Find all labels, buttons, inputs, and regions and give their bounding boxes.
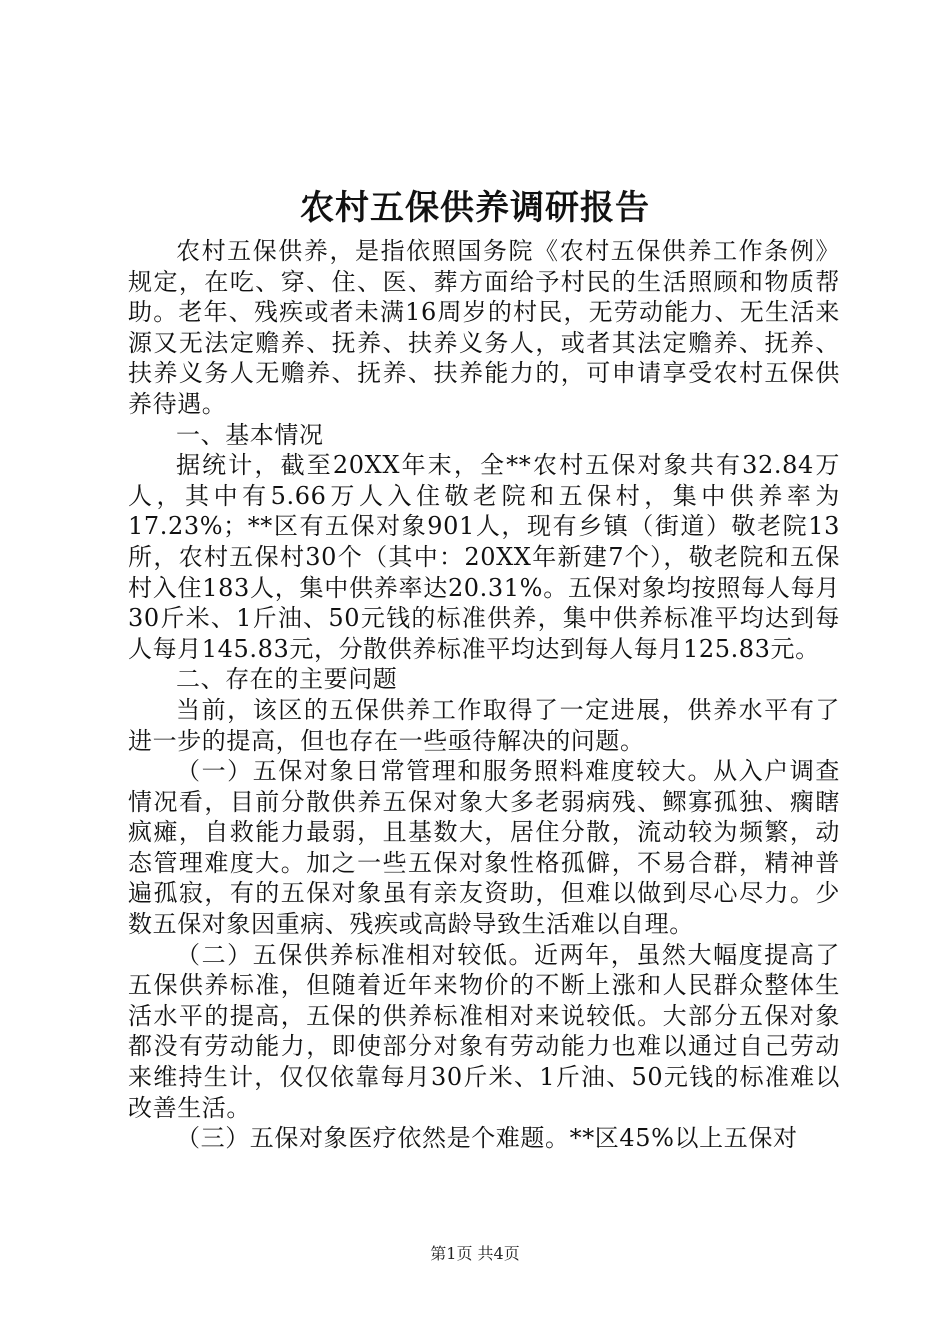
section-heading-main-problems: 二、存在的主要问题: [176, 665, 398, 694]
page-number-footer: 第1页 共4页: [430, 1244, 520, 1263]
document-body: [128, 236, 840, 1154]
paragraph-problem-1: （一）五保对象日常管理和服务照料难度较大。从入户调查情况看，目前分散供养五保对象大多老弱病残、鳏寡孤独、瘸瞎疯瘫，自救能力最弱，且基数大，居住分散，流动较为频繁，动态管理难度大。加之一些五保对象性格孤僻，不易合群，精神普遍孤寂，有的五保对象虽有亲友资助，但难以做到尽心尽力。少数五保对象因重病、残疾或高龄导致生活难以自理。: [128, 757, 840, 939]
document-title: 农村五保供养调研报告: [300, 188, 650, 228]
paragraph-problems-intro: 当前，该区的五保供养工作取得了一定进展，供养水平有了进一步的提高，但也存在一些亟待解决的问题。: [128, 695, 840, 755]
paragraph-intro: 农村五保供养，是指依照国务院《农村五保供养工作条例》规定，在吃、穿、住、医、葬方面给予村民的生活照顾和物质帮助。老年、残疾或者未满16周岁的村民，无劳动能力、无生活来源又无法定赡养、抚养、扶养义务人，或者其法定赡养、抚养、扶养义务人无赡养、抚养、扶养能力的，可申请享受农村五保供养待遇。: [128, 237, 840, 418]
section-heading-basic-situation: 一、基本情况: [176, 420, 324, 449]
paragraph-problem-2: （二）五保供养标准相对较低。近两年，虽然大幅度提高了五保供养标准，但随着近年来物价的不断上涨和人民群众整体生活水平的提高，五保的供养标准相对来说较低。大部分五保对象都没有劳动能力，即使部分对象有劳动能力也难以通过自己劳动来维持生计，仅仅依靠每月30斤米、1斤油、50元钱的标准难以改善生活。: [128, 940, 840, 1122]
paragraph-statistics: 据统计，截至20XX年末，全**农村五保对象共有32.84万人，其中有5.66万人入住敬老院和五保村，集中供养率为17.23%；**区有五保对象901人，现有乡镇（街道）敬老院13所，农村五保村30个（其中：20XX年新建7个），敬老院和五保村入住183人，集中供养率达20.31%。五保对象均按照每人每月30斤米、1斤油、50元钱的标准供养，集中供养标准平均达到每人每月145.83元，分散供养标准平均达到每人每月125.83元。: [128, 451, 840, 663]
paragraph-problem-3: （三）五保对象医疗依然是个难题。**区45%以上五保对: [176, 1124, 798, 1153]
